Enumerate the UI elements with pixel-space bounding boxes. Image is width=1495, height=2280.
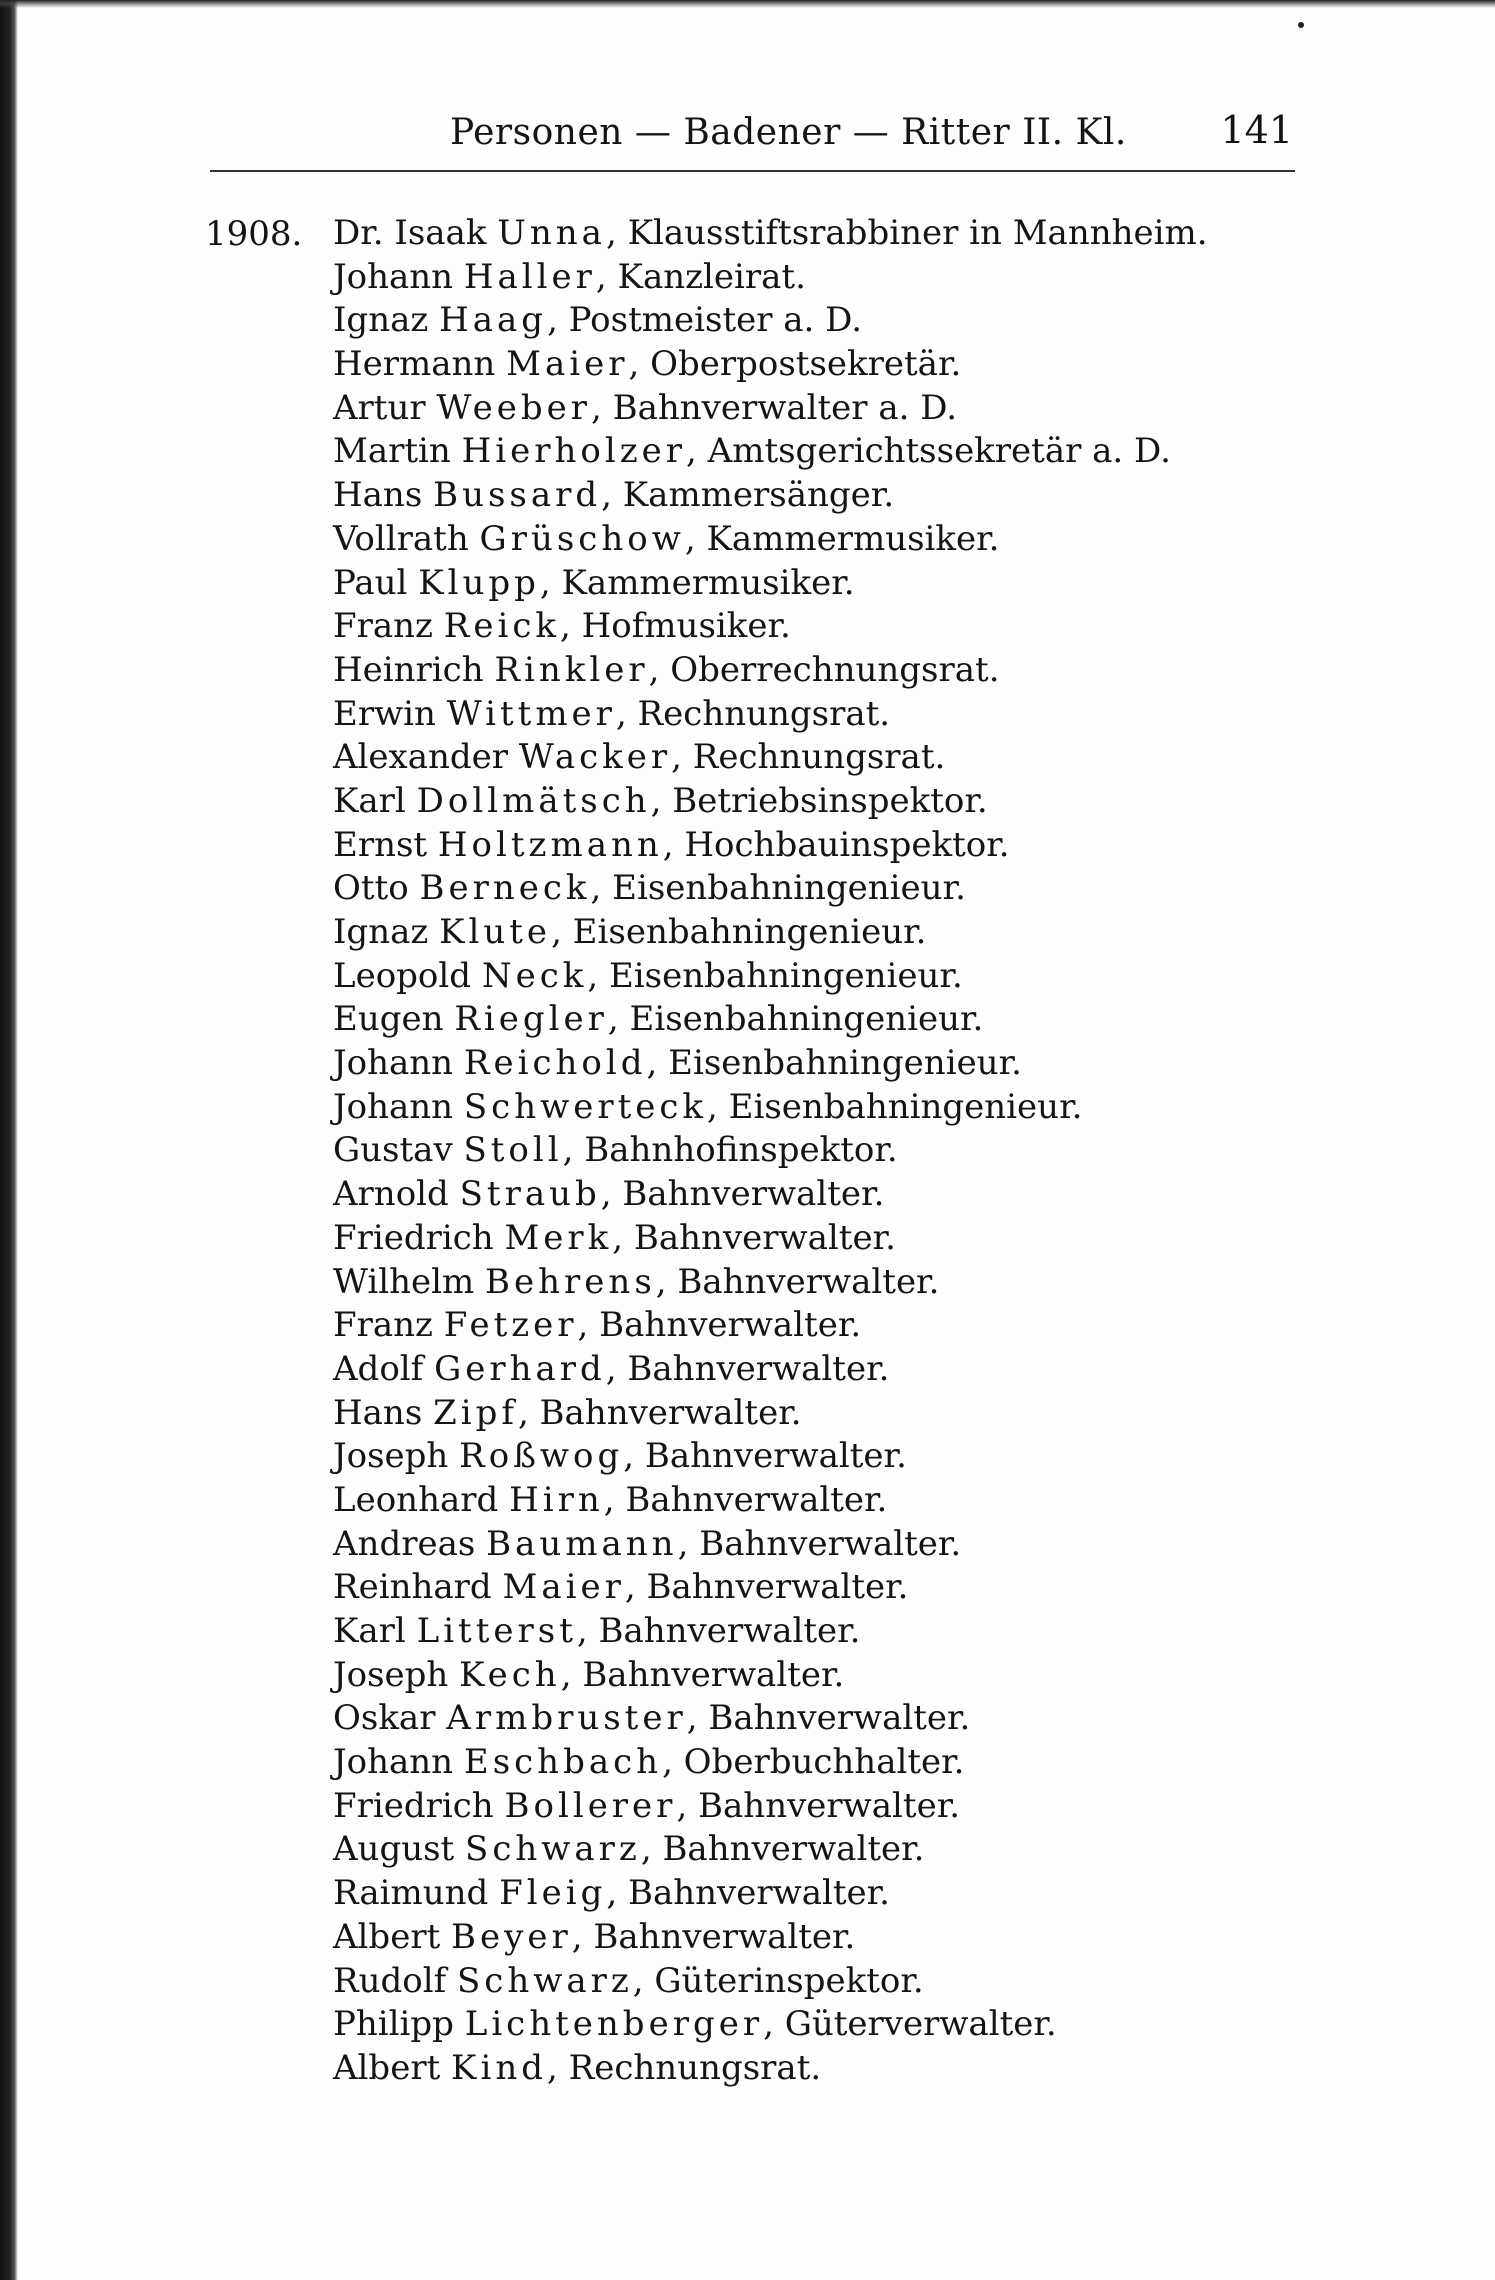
title-and-place: , Betriebsinspektor. — [650, 780, 988, 821]
surname: Unna — [497, 213, 606, 253]
surname: Bollerer — [504, 1785, 677, 1826]
title-and-place: , Bahnverwalter. — [686, 1698, 971, 1739]
title-and-place: , Bahnverwalter. — [605, 1348, 890, 1389]
surname: Litterst — [416, 1611, 577, 1651]
list-item — [333, 518, 1208, 562]
surname: Reick — [443, 606, 560, 647]
given-name: Paul — [333, 562, 419, 603]
given-name: Vollrath — [333, 518, 480, 559]
surname: Kech — [459, 1654, 561, 1695]
surname: Rinkler — [494, 649, 649, 690]
given-name: Albert — [333, 2047, 452, 2088]
given-name: Johann — [333, 1043, 464, 1084]
given-name: Joseph — [333, 1654, 460, 1695]
given-name: Dr. Isaak — [333, 213, 498, 253]
title-and-place: , Bahnverwalter a. D. — [591, 387, 958, 428]
title-and-place: , Oberrechnungsrat. — [648, 649, 1000, 690]
given-name: Franz — [333, 606, 444, 647]
title-and-place: , Güterinspektor. — [632, 1960, 924, 2001]
given-name: August — [333, 1829, 466, 1870]
title-and-place: , Eisenbahningenieur. — [590, 868, 966, 909]
surname: Lichtenberger — [464, 2004, 764, 2045]
surname: Reichold — [463, 1043, 647, 1084]
list-item — [333, 2003, 1208, 2047]
given-name: Johann — [333, 1086, 464, 1127]
given-name: Joseph — [333, 1436, 460, 1477]
list-item — [333, 1654, 1208, 1698]
list-item — [333, 1741, 1208, 1785]
list-item — [333, 824, 1208, 868]
given-name: Hermann — [333, 344, 507, 385]
list-item — [333, 998, 1208, 1042]
title-and-place: , Eisenbahningenieur. — [551, 912, 927, 952]
given-name: Hans — [333, 475, 434, 516]
list-item — [333, 256, 1208, 300]
list-item — [333, 1304, 1208, 1348]
list-item — [333, 343, 1208, 387]
list-item — [333, 955, 1208, 999]
given-name: Karl — [333, 780, 417, 821]
surname: Stoll — [463, 1130, 563, 1171]
title-and-place: , Postmeister a. D. — [547, 300, 863, 341]
title-and-place: , Eisenbahningenieur. — [607, 999, 984, 1040]
list-item — [333, 693, 1208, 737]
given-name: Rudolf — [333, 1960, 457, 2001]
surname: Behrens — [485, 1261, 656, 1302]
title-and-place: , Bahnverwalter. — [571, 1916, 856, 1957]
title-and-place: , Rechnungsrat. — [615, 693, 891, 734]
title-and-place: , Bahnverwalter. — [612, 1217, 896, 1258]
surname: Straub — [459, 1174, 601, 1215]
given-name: Ignaz — [333, 912, 440, 952]
list-item — [333, 2047, 1208, 2091]
list-item — [333, 1261, 1208, 1305]
title-and-place: , Rechnungsrat. — [546, 2047, 822, 2088]
surname: Fleig — [499, 1873, 607, 1914]
list-item — [333, 736, 1208, 780]
given-name: Leonhard — [333, 1479, 510, 1520]
surname: Hierholzer — [461, 431, 687, 472]
given-name: Friedrich — [333, 1785, 505, 1826]
list-item — [333, 780, 1208, 824]
given-name: Martin — [333, 431, 462, 472]
surname: Hirn — [509, 1479, 604, 1520]
surname: Beyer — [451, 1916, 572, 1957]
title-and-place: , Bahnverwalter. — [624, 1567, 909, 1608]
surname: Eschbach — [463, 1742, 663, 1783]
title-and-place: , Bahnverwalter. — [623, 1436, 907, 1477]
title-and-place: , Eisenbahningenieur. — [646, 1043, 1022, 1084]
page-number: 141 — [1220, 108, 1293, 152]
list-item — [333, 1872, 1208, 1916]
surname: Wacker — [518, 737, 672, 778]
given-name: Artur — [333, 387, 437, 428]
given-name: Oskar — [333, 1698, 447, 1739]
title-and-place: , Bahnverwalter. — [517, 1392, 802, 1433]
surname: Zipf — [433, 1392, 518, 1433]
surname: Weeber — [436, 387, 591, 428]
surname: Dollmätsch — [416, 780, 651, 821]
list-item — [333, 911, 1208, 955]
title-and-place: , Bahnverwalter. — [560, 1654, 845, 1695]
surname: Haag — [439, 300, 548, 341]
list-item — [333, 1479, 1208, 1523]
title-and-place: , Amtsgerichtssekretär a. D. — [686, 431, 1171, 472]
given-name: Karl — [333, 1611, 417, 1651]
surname: Klute — [439, 912, 552, 952]
given-name: Philipp — [333, 2004, 465, 2045]
surname: Schwarz — [465, 1829, 641, 1870]
title-and-place: , Bahnhofinspektor. — [562, 1130, 898, 1171]
given-name: Adolf — [333, 1348, 435, 1389]
surname: Gerhard — [434, 1348, 606, 1389]
running-head: Personen — Badener — Ritter II. Kl. — [450, 112, 1127, 153]
given-name: Johann — [333, 1742, 464, 1783]
title-and-place: , Oberbuchhalter. — [662, 1742, 965, 1783]
surname: Wittmer — [446, 693, 616, 734]
surname: Riegler — [454, 999, 608, 1040]
surname: Merk — [504, 1217, 613, 1258]
list-item — [333, 605, 1208, 649]
title-and-place: , Bahnverwalter. — [600, 1174, 885, 1215]
title-and-place: , Kammermusiker. — [684, 518, 1000, 559]
given-name: Reinhard — [333, 1567, 503, 1608]
surname: Bussard — [433, 475, 602, 516]
title-and-place: , Eisenbahningenieur. — [587, 955, 963, 996]
surname: Berneck — [419, 868, 591, 909]
title-and-place: , Bahnverwalter. — [676, 1785, 961, 1826]
list-item — [333, 867, 1208, 911]
list-item — [333, 1523, 1208, 1567]
title-and-place: , Bahnverwalter. — [577, 1305, 862, 1346]
surname: Schwarz — [457, 1960, 633, 2001]
given-name: Franz — [333, 1305, 444, 1346]
surname: Maier — [506, 344, 629, 385]
given-name: Otto — [333, 868, 420, 909]
title-and-place: , Bahnverwalter. — [655, 1261, 940, 1302]
list-item — [333, 430, 1208, 474]
surname: Schwerteck — [463, 1086, 708, 1127]
list-item — [333, 387, 1208, 431]
given-name: Hans — [333, 1392, 434, 1433]
scan-left-edge — [0, 0, 18, 2280]
speck — [1298, 22, 1304, 28]
title-and-place: , Oberpostsekretär. — [628, 344, 962, 385]
given-name: Leopold — [333, 955, 482, 996]
given-name: Arnold — [333, 1174, 460, 1215]
list-item — [333, 1435, 1208, 1479]
title-and-place: , Kammersänger. — [601, 475, 895, 516]
given-name: Ernst — [333, 824, 438, 865]
list-item — [333, 649, 1208, 693]
given-name: Andreas — [333, 1523, 487, 1564]
list-item — [333, 1610, 1208, 1654]
list-item — [333, 1217, 1208, 1261]
list-item — [333, 1129, 1208, 1173]
title-and-place: , Klausstiftsrabbiner in Mannheim. — [605, 213, 1208, 253]
list-item — [333, 1086, 1208, 1130]
list-item — [333, 1566, 1208, 1610]
surname: Kind — [451, 2047, 547, 2088]
list-item — [333, 212, 1208, 256]
title-and-place: , Kanzleirat. — [595, 256, 806, 297]
given-name: Erwin — [333, 693, 447, 734]
section-year: 1908. — [205, 214, 303, 254]
list-item — [333, 1392, 1208, 1436]
given-name: Alexander — [333, 737, 519, 778]
given-name: Gustav — [333, 1130, 464, 1171]
title-and-place: , Bahnverwalter. — [576, 1611, 861, 1651]
title-and-place: , Rechnungsrat. — [671, 737, 946, 778]
list-item — [333, 1697, 1208, 1741]
title-and-place: , Hofmusiker. — [559, 606, 791, 647]
list-item — [333, 1916, 1208, 1960]
title-and-place: , Hochbauinspektor. — [662, 824, 1010, 865]
surname: Holtzmann — [437, 824, 663, 865]
list-item — [333, 1828, 1208, 1872]
title-and-place: , Bahnverwalter. — [640, 1829, 925, 1870]
given-name: Wilhelm — [333, 1261, 486, 1302]
list-item — [333, 1042, 1208, 1086]
entry-list — [333, 212, 1208, 2091]
header-rule — [210, 170, 1295, 172]
list-item — [333, 562, 1208, 606]
list-item — [333, 1785, 1208, 1829]
given-name: Albert — [333, 1916, 452, 1957]
surname: Neck — [481, 955, 588, 996]
list-item — [333, 474, 1208, 518]
scan-top-edge — [0, 0, 1495, 8]
title-and-place: , Kammermusiker. — [539, 562, 855, 603]
surname: Roßwog — [459, 1436, 624, 1477]
title-and-place: , Bahnverwalter. — [606, 1873, 890, 1914]
surname: Klupp — [418, 562, 540, 603]
given-name: Raimund — [333, 1873, 500, 1914]
list-item — [333, 1173, 1208, 1217]
surname: Armbruster — [446, 1698, 687, 1739]
surname: Fetzer — [443, 1305, 578, 1346]
list-item — [333, 1960, 1208, 2004]
title-and-place: , Eisenbahningenieur. — [707, 1086, 1083, 1127]
given-name: Friedrich — [333, 1217, 505, 1258]
title-and-place: , Bahnverwalter. — [603, 1479, 888, 1520]
given-name: Heinrich — [333, 649, 495, 690]
list-item — [333, 1348, 1208, 1392]
title-and-place: , Bahnverwalter. — [677, 1523, 962, 1564]
surname: Haller — [463, 256, 596, 297]
given-name: Johann — [333, 256, 464, 297]
title-and-place: , Güterverwalter. — [763, 2004, 1057, 2045]
list-item — [333, 299, 1208, 343]
given-name: Ignaz — [333, 300, 440, 341]
given-name: Eugen — [333, 999, 455, 1040]
surname: Maier — [502, 1567, 625, 1608]
surname: Grüschow — [479, 518, 685, 559]
surname: Baumann — [486, 1523, 678, 1564]
